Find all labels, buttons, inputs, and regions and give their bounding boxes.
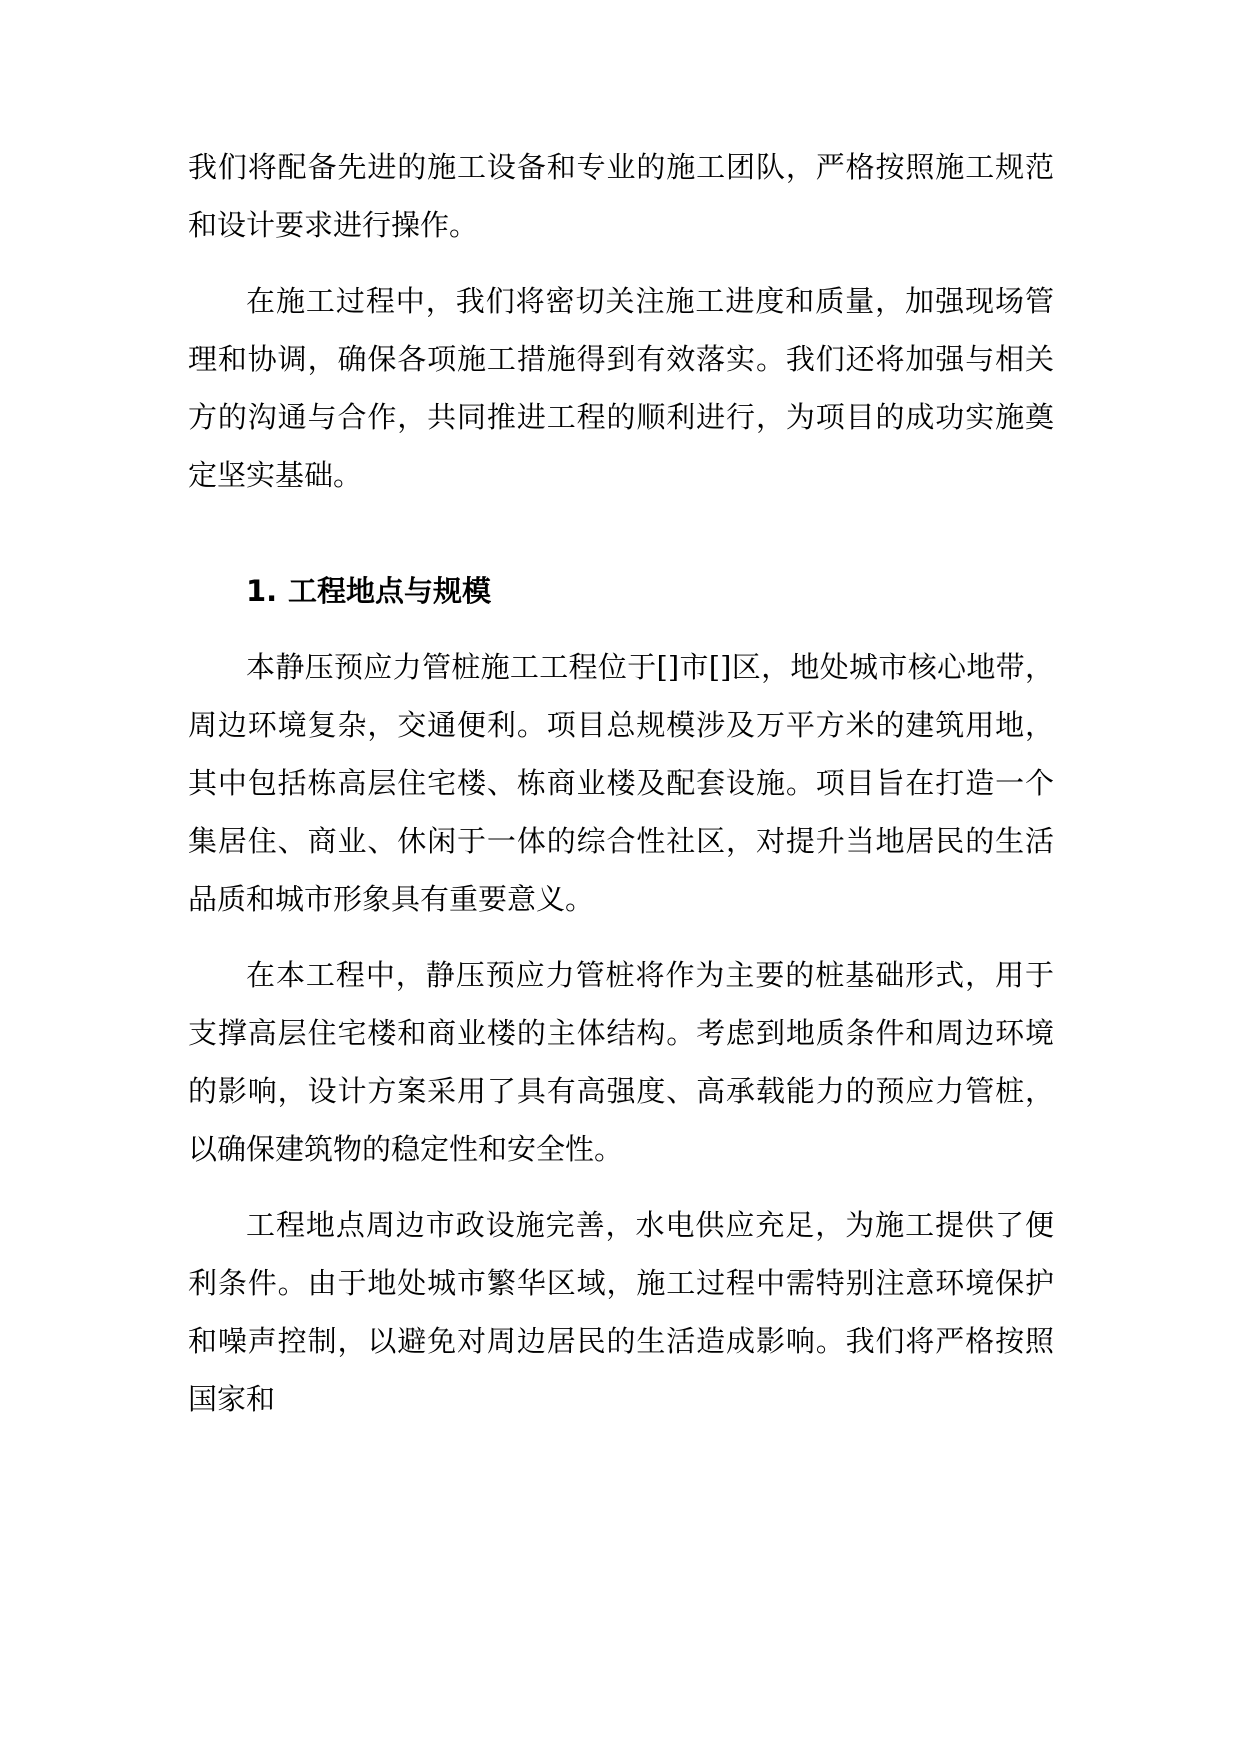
section-number: 1.	[246, 574, 278, 608]
paragraph-continuation: 我们将配备先进的施工设备和专业的施工团队，严格按照施工规范和设计要求进行操作。	[188, 150, 1054, 242]
paragraph-project-location: 本静压预应力管桩施工工程位于[]市[]区，地处城市核心地带，周边环境复杂，交通便利。项目总规模涉及万平方米的建筑用地，其中包括栋高层住宅楼、栋商业楼及配套设施。项目旨在打造一个集居住、商业、休闲于一体的综合性社区，对提升当地居民的生活品质和城市形象具有重要意义。	[188, 650, 1054, 916]
section-heading	[188, 562, 1054, 620]
paragraph-site-conditions: 工程地点周边市政设施完善，水电供应充足，为施工提供了便利条件。由于地处城市繁华区域，施工过程中需特别注意环境保护和噪声控制，以避免对周边居民的生活造成影响。我们将严格按照国家和	[188, 1208, 1054, 1416]
paragraph-construction-process: 在施工过程中，我们将密切关注施工进度和质量，加强现场管理和协调，确保各项施工措施得到有效落实。我们还将加强与相关方的沟通与合作，共同推进工程的顺利进行，为项目的成功实施奠定坚实基础。	[188, 284, 1054, 492]
document-body	[188, 138, 1054, 1428]
section-title: 工程地点与规模	[288, 574, 492, 608]
paragraph-pile-foundation: 在本工程中，静压预应力管桩将作为主要的桩基础形式，用于支撑高层住宅楼和商业楼的主体结构。考虑到地质条件和周边环境的影响，设计方案采用了具有高强度、高承载能力的预应力管桩，以确保建筑物的稳定性和安全性。	[188, 958, 1054, 1166]
